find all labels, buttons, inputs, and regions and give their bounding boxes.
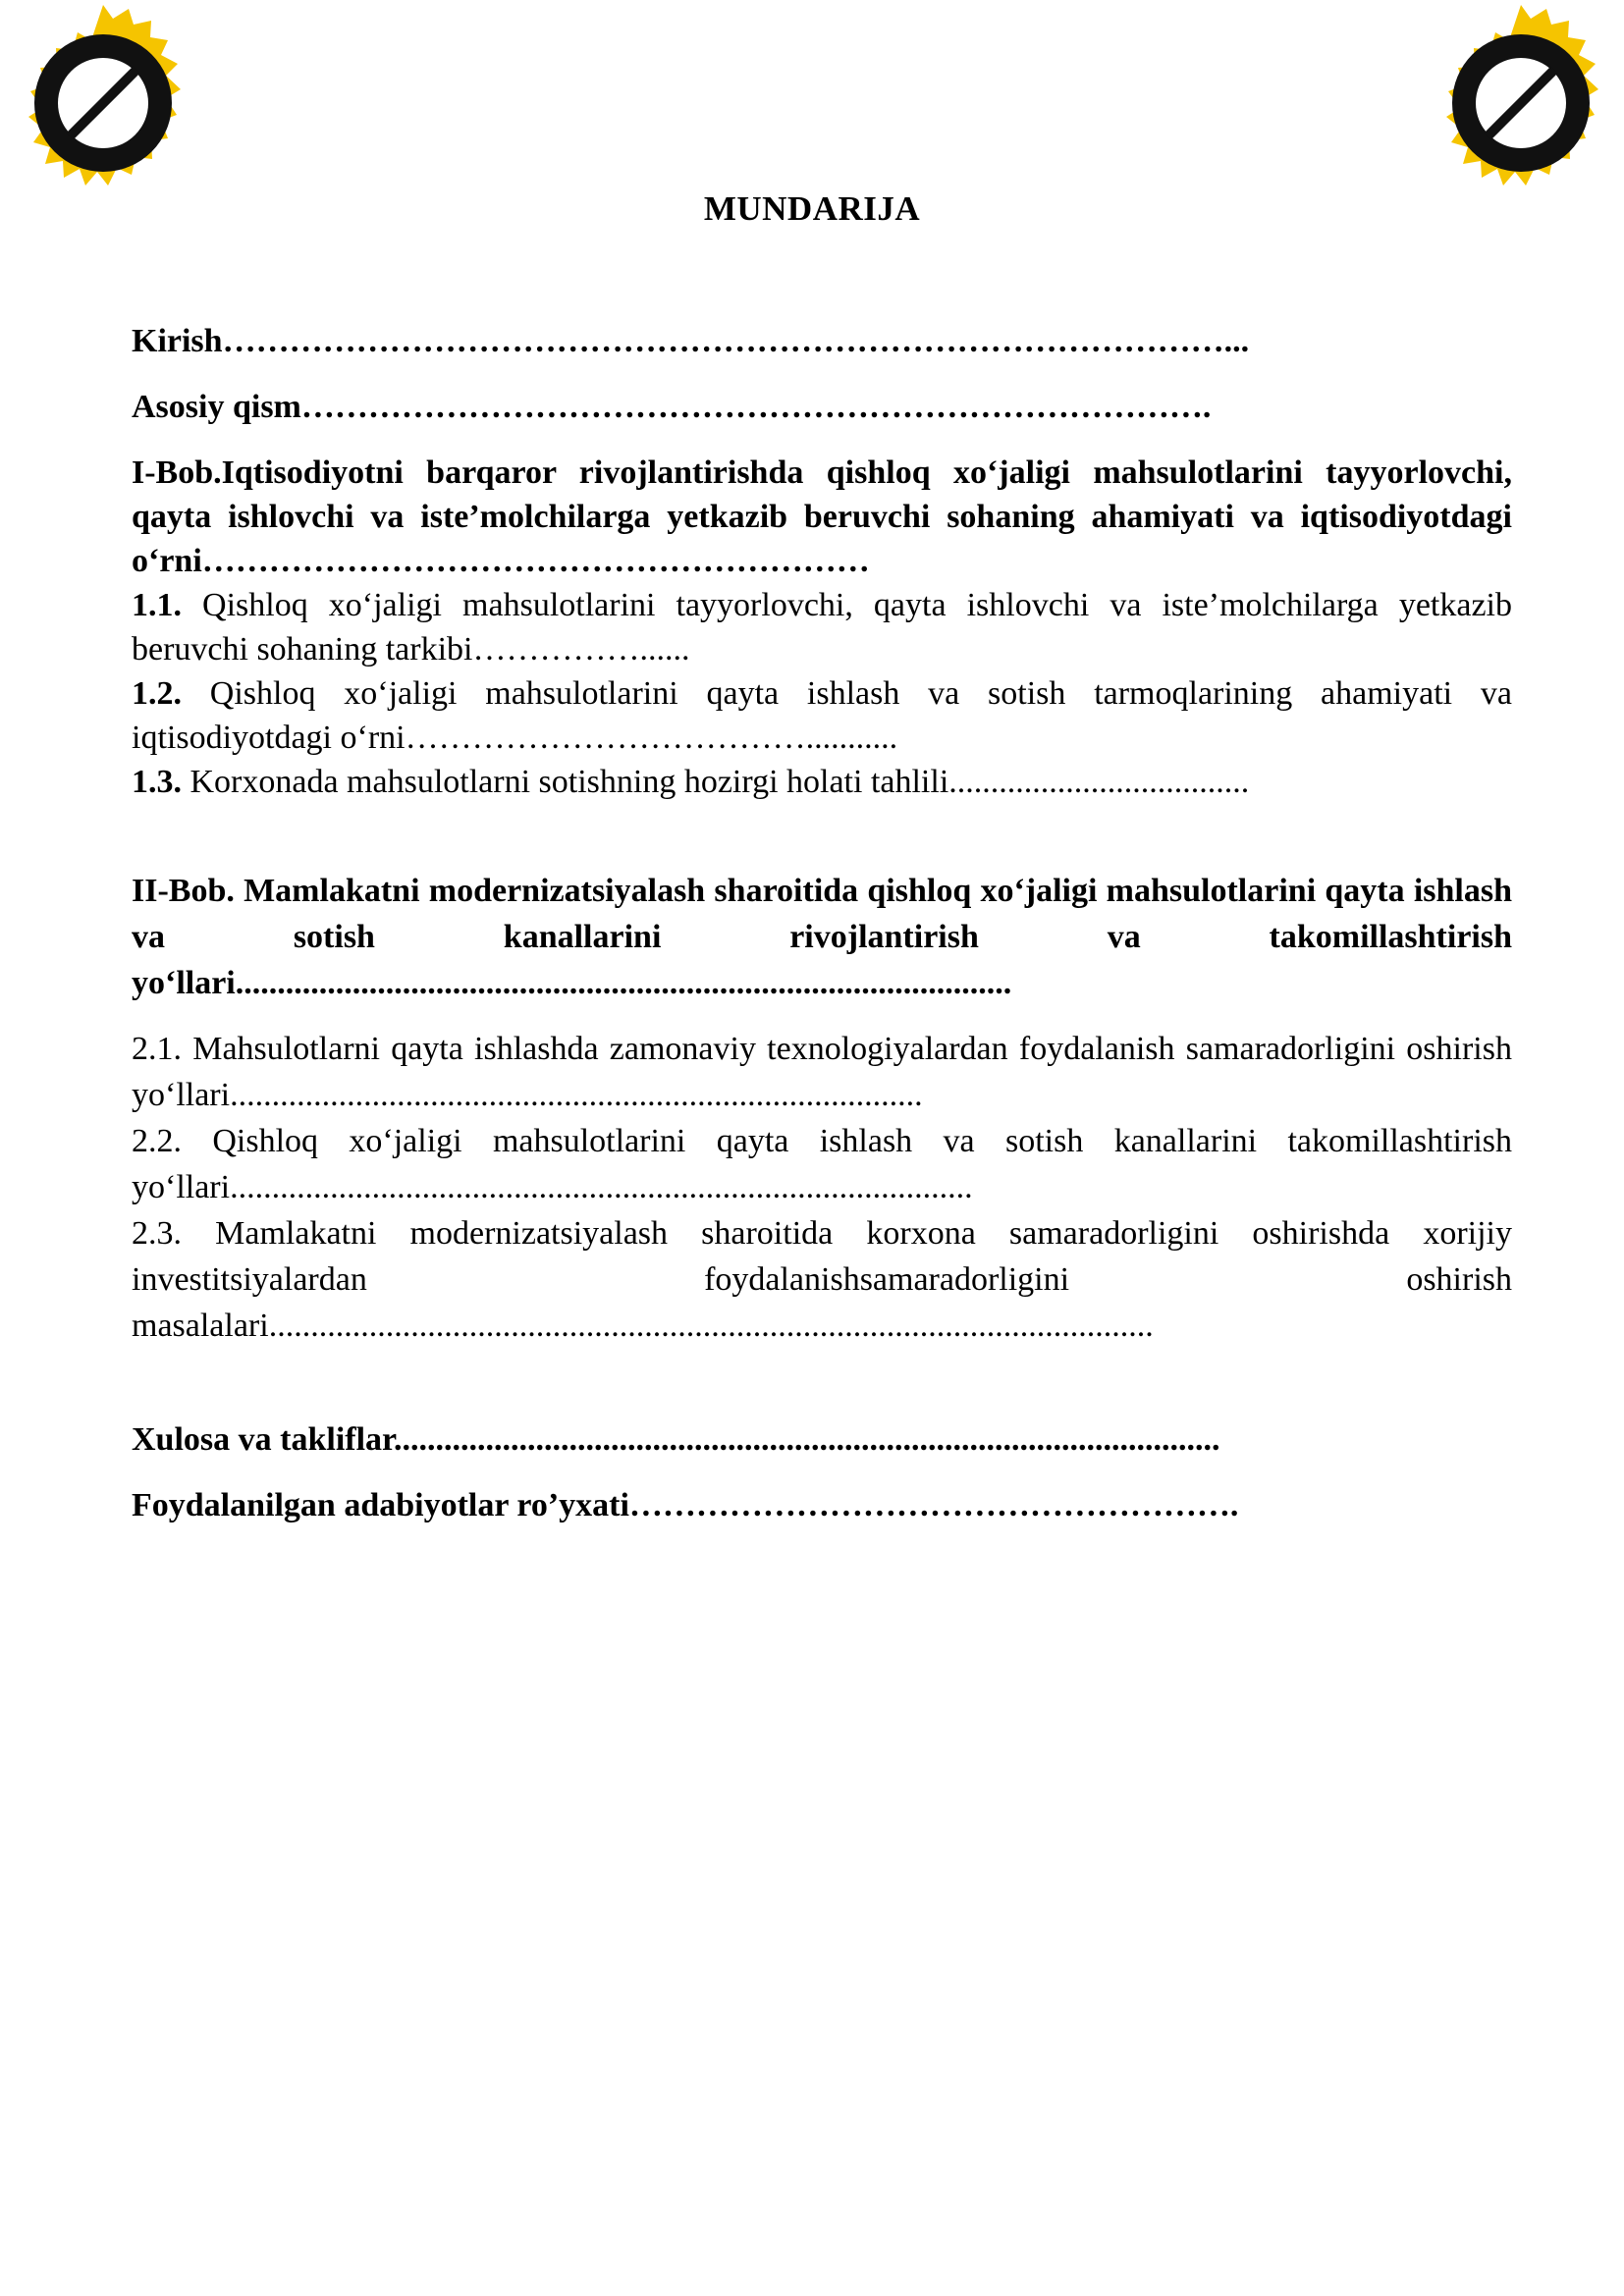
toc-entry-chapter-2: II-Bob. Mamlakatni modernizatsiyalash sharoitida qishloq xo‘jaligi mahsulotlarini qayta ishlash va sotish kanallarini rivojlantirish va takomillashtirish yo‘llari............................................................................................. <box>132 873 1512 1001</box>
toc-entry-chapter-1: I-Bob.Iqtisodiyotni barqaror rivojlantirishda qishloq xo‘jaligi mahsulotlarini tayyorlovchi, qayta ishlovchi va iste’molchilarga yetkazib beruvchi sohaning ahamiyati va iqtisodiyotdagi o‘rni…………………………………………………… <box>132 454 1512 579</box>
toc-entry-1-2 <box>132 671 1512 760</box>
toc-entry-asosiy: Asosiy qism………………………………………………………………………. <box>132 389 1212 425</box>
page-title: MUNDARIJA <box>703 189 921 228</box>
section-title: Qishloq xo‘jaligi mahsulotlarini tayyorlovchi, qayta ishlovchi va iste’molchilarga yetkazib beruvchi sohaning tarkibi……………...... <box>132 587 1512 667</box>
section-number: 1.1. <box>132 587 182 623</box>
toc-entry-2-2: 2.2. Qishloq xo‘jaligi mahsulotlarini qayta ishlash va sotish kanallarini takomillashtirish yo‘llari......................................................................................... <box>132 1123 1512 1205</box>
section-number: 1.2. <box>132 675 182 712</box>
table-of-contents <box>132 319 1512 1527</box>
abbyy-watermark-right[interactable] <box>1418 0 1624 206</box>
section-title: Korxonada mahsulotlarni sotishning hozirgi holati tahlili.................................... <box>182 764 1250 800</box>
toc-entry-xulosa: Xulosa va takliflar................................................................................................... <box>132 1421 1220 1458</box>
toc-entry-kirish: Kirish………………………………………………………………………………... <box>132 323 1250 359</box>
toc-entry-1-1 <box>132 583 1512 671</box>
toc-entry-adabiyotlar: Foydalanilgan adabiyotlar ro’yxati………………………………………………. <box>132 1487 1239 1523</box>
toc-entry-2-1: 2.1. Mahsulotlarni qayta ishlashda zamonaviy texnologiyalardan foydalanish samaradorligini oshirish yo‘llari................................................................................... <box>132 1031 1512 1113</box>
toc-entry-2-3: 2.3. Mamlakatni modernizatsiyalash sharoitida korxona samaradorligini oshirishda xorijiy investitsiyalardan foydalanishsamaradorligini oshirish masalalari.......................................................................................................... <box>132 1215 1512 1344</box>
toc-entry-1-3 <box>132 760 1512 804</box>
section-number: 1.3. <box>132 764 182 800</box>
section-title: Qishloq xo‘jaligi mahsulotlarini qayta ishlash va sotish tarmoqlarining ahamiyati va iqtisodiyotdagi o‘rni………………………………........... <box>132 675 1512 756</box>
abbyy-watermark-left[interactable] <box>0 0 206 206</box>
